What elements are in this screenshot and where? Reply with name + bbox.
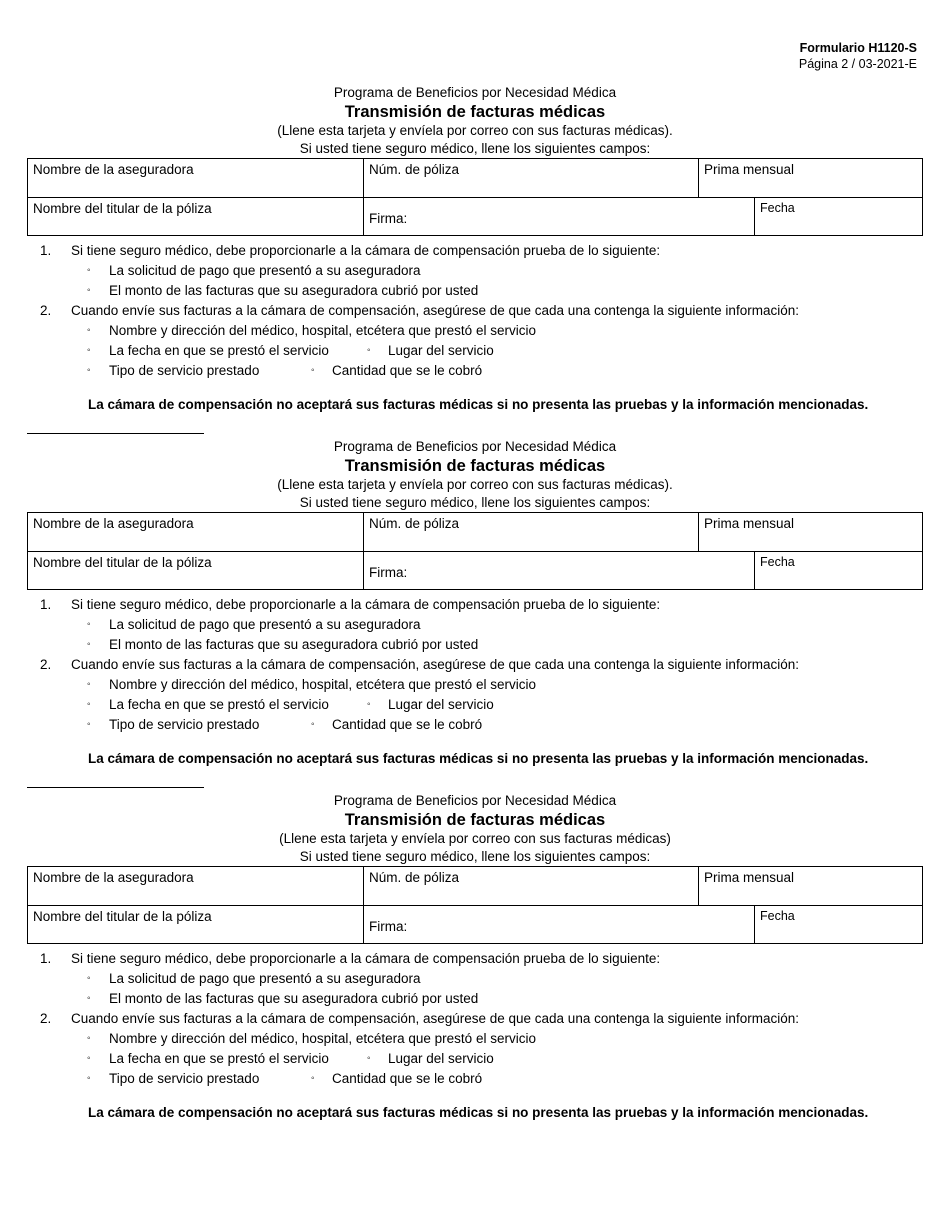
separator-line (27, 787, 204, 788)
requirements-list (27, 241, 923, 381)
policy-number-field[interactable]: Núm. de póliza (364, 159, 699, 198)
policy-number-field[interactable]: Núm. de póliza (364, 867, 699, 906)
list-item: ◦ Tipo de servicio prestado ◦ Cantidad que se le cobró (87, 1071, 483, 1086)
insurer-name-field[interactable]: Nombre de la aseguradora (28, 159, 364, 198)
list-item: ◦ La fecha en que se prestó el servicio ◦ Lugar del servicio (87, 343, 494, 358)
card-instruction: (Llene esta tarjeta y envíela por correo con sus facturas médicas). (277, 477, 673, 492)
list-item: 2. Cuando envíe sus facturas a la cámara de compensación, asegúrese de que cada una contenga la siguiente información: (40, 303, 799, 318)
list-item: 1. Si tiene seguro médico, debe proporcionarle a la cámara de compensación prueba de lo siguiente: (40, 951, 661, 966)
requirements-list (27, 949, 923, 1089)
date-field[interactable]: Fecha (760, 201, 795, 215)
list-item: 2. Cuando envíe sus facturas a la cámara de compensación, asegúrese de que cada una contenga la siguiente información: (40, 657, 799, 672)
program-name: Programa de Beneficios por Necesidad Médica (333, 793, 617, 808)
bill-card-1 (27, 84, 923, 412)
list-item: 1. Si tiene seguro médico, debe proporcionarle a la cámara de compensación prueba de lo siguiente: (40, 243, 661, 258)
date-field[interactable]: Fecha (760, 909, 795, 923)
form-id (799, 40, 917, 72)
list-item: ◦ La solicitud de pago que presentó a su aseguradora (87, 617, 421, 632)
insurance-fields (27, 512, 923, 590)
insured-instruction: Si usted tiene seguro médico, llene los siguientes campos: (299, 849, 651, 864)
policy-holder-field[interactable]: Nombre del titular de la póliza (28, 552, 364, 589)
card-title: Transmisión de facturas médicas (344, 811, 606, 829)
insurer-name-field[interactable]: Nombre de la aseguradora (28, 513, 364, 552)
notice: La cámara de compensación no aceptará sus facturas médicas si no presenta las pruebas y la información mencionadas. (88, 1105, 869, 1120)
list-item: ◦ El monto de las facturas que su aseguradora cubrió por usted (87, 637, 479, 652)
card-instruction: (Llene esta tarjeta y envíela por correo con sus facturas médicas) (279, 831, 671, 846)
list-item: ◦ Nombre y dirección del médico, hospital, etcétera que prestó el servicio (87, 1031, 536, 1046)
requirements-list (27, 595, 923, 735)
separator-line (27, 433, 204, 434)
bill-card-2 (27, 438, 923, 766)
card-title: Transmisión de facturas médicas (344, 103, 606, 121)
notice: La cámara de compensación no aceptará sus facturas médicas si no presenta las pruebas y la información mencionadas. (88, 397, 869, 412)
list-item: ◦ Tipo de servicio prestado ◦ Cantidad que se le cobró (87, 363, 483, 378)
list-item: ◦ El monto de las facturas que su aseguradora cubrió por usted (87, 991, 479, 1006)
list-item: ◦ Nombre y dirección del médico, hospital, etcétera que prestó el servicio (87, 323, 536, 338)
page-info: Página 2 / 03-2021-E (798, 57, 917, 71)
program-name: Programa de Beneficios por Necesidad Médica (333, 439, 617, 454)
card-title: Transmisión de facturas médicas (344, 457, 606, 475)
list-item: ◦ La solicitud de pago que presentó a su aseguradora (87, 263, 421, 278)
policy-holder-field[interactable]: Nombre del titular de la póliza (28, 906, 364, 943)
program-name: Programa de Beneficios por Necesidad Médica (333, 85, 617, 100)
policy-holder-field[interactable]: Nombre del titular de la póliza (28, 198, 364, 235)
list-item: ◦ La fecha en que se prestó el servicio ◦ Lugar del servicio (87, 697, 494, 712)
notice: La cámara de compensación no aceptará sus facturas médicas si no presenta las pruebas y la información mencionadas. (88, 751, 869, 766)
insured-instruction: Si usted tiene seguro médico, llene los siguientes campos: (299, 495, 651, 510)
signature-field[interactable]: Firma: (364, 906, 755, 943)
list-item: ◦ El monto de las facturas que su aseguradora cubrió por usted (87, 283, 479, 298)
signature-field[interactable]: Firma: (364, 198, 755, 235)
list-item: 1. Si tiene seguro médico, debe proporcionarle a la cámara de compensación prueba de lo siguiente: (40, 597, 661, 612)
form-code: Formulario H1120-S (799, 41, 917, 55)
list-item: ◦ La fecha en que se prestó el servicio ◦ Lugar del servicio (87, 1051, 494, 1066)
date-field[interactable]: Fecha (760, 555, 795, 569)
insurance-fields (27, 158, 923, 236)
monthly-premium-field[interactable]: Prima mensual (699, 159, 922, 198)
list-item: 2. Cuando envíe sus facturas a la cámara de compensación, asegúrese de que cada una contenga la siguiente información: (40, 1011, 799, 1026)
list-item: ◦ Tipo de servicio prestado ◦ Cantidad que se le cobró (87, 717, 483, 732)
signature-field[interactable]: Firma: (364, 552, 755, 589)
list-item: ◦ La solicitud de pago que presentó a su aseguradora (87, 971, 421, 986)
policy-number-field[interactable]: Núm. de póliza (364, 513, 699, 552)
list-item: ◦ Nombre y dirección del médico, hospital, etcétera que prestó el servicio (87, 677, 536, 692)
insured-instruction: Si usted tiene seguro médico, llene los siguientes campos: (299, 141, 651, 156)
monthly-premium-field[interactable]: Prima mensual (699, 867, 922, 906)
insurance-fields (27, 866, 923, 944)
card-instruction: (Llene esta tarjeta y envíela por correo con sus facturas médicas). (277, 123, 673, 138)
insurer-name-field[interactable]: Nombre de la aseguradora (28, 867, 364, 906)
bill-card-3 (27, 792, 923, 1120)
monthly-premium-field[interactable]: Prima mensual (699, 513, 922, 552)
